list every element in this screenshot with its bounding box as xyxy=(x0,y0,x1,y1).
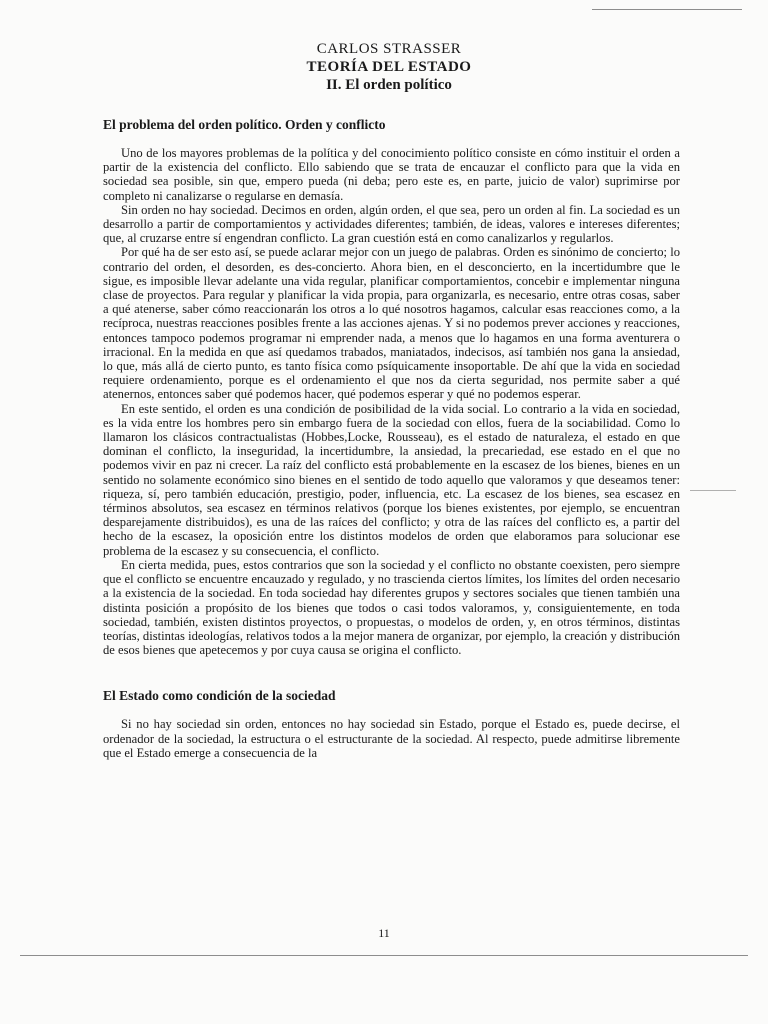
paragraph: Uno de los mayores problemas de la política y del conocimiento político consiste en cómo instituir el orden a partir de la existencia del conflicto. Ello sabiendo que se trata de encauzar el conflicto para que la vida en sociedad sea posible, sin que, empero pueda (ni deba; pero este es, en parte, juicio de valor) suprimirse por completo ni canalizarse o regularse en demasía. xyxy=(103,146,680,203)
page-header xyxy=(0,40,768,94)
section-heading: El problema del orden político. Orden y conflicto xyxy=(103,117,386,132)
scan-artifact-line xyxy=(20,955,748,956)
scan-artifact-line xyxy=(592,9,742,10)
page-number: 11 xyxy=(378,926,390,940)
paragraph: En cierta medida, pues, estos contrarios que son la sociedad y el conflicto no obstante coexisten, pero siempre que el conflicto se encuentre encauzado y regulado, y no trascienda ciertos límites, los límites del orden necesario a la existencia de la sociedad. En toda sociedad hay diferentes grupos y sectores sociales que tienen también una distinta posición a propósito de los bienes que todos o casi todos valoramos, y, consiguientemente, en toda sociedad, también, existen distintos proyectos, o propuestas, o modelos de orden, y, en otros términos, distintas teorías, distintas ideologías, relativos todos a la mejor manera de organizar, por ejemplo, la creación y distribución de esos bienes que apetecemos y por cuya causa se origina el conflicto. xyxy=(103,557,680,658)
section-heading: El Estado como condición de la sociedad xyxy=(103,688,336,704)
book-title: TEORÍA DEL ESTADO xyxy=(306,59,472,75)
author-name: CARLOS STRASSER xyxy=(316,41,462,57)
paragraph: Si no hay sociedad sin orden, entonces no hay sociedad sin Estado, porque el Estado es, puede decirse, el ordenador de la sociedad, la estructura o el estructurante de la sociedad. Al respecto, puede admitirse libremente que el Estado emerge a consecuencia de la xyxy=(103,717,680,760)
scan-artifact-dash xyxy=(690,490,736,491)
paragraph: Sin orden no hay sociedad. Decimos en orden, algún orden, el que sea, pero un orden al fin. La sociedad es un desarrollo a partir de comportamientos y actividades diferentes; también, de ideas, valores e intereses diferentes; que, al cruzarse entre sí engendran conflicto. La gran cuestión está en como canalizarlos y regularlos. xyxy=(103,202,680,246)
body-text xyxy=(103,116,680,760)
paragraph: En este sentido, el orden es una condición de posibilidad de la vida social. Lo contrario a la vida en sociedad, es la vida entre los hombres pero sin embargo fuera de la sociedad con ellos, fuera de la sociabilidad. Como lo llamaron los clásicos contractualistas (Hobbes,Locke, Rousseau), es el estado de naturaleza, el estado en que dominan el conflicto, la inseguridad, la incertidumbre, la ansiedad, la precariedad, ese estado en el que no podemos vivir en paz ni crecer. La raíz del conflicto está probablemente en la escasez de los bienes, bienes en un sentido no solamente económico sino bienes en el sentido de todo aquello que valoramos y que deseamos tener: riqueza, sí, pero también educación, prestigio, poder, influencia, etc. La escasez de los bienes, sea escasez en términos absolutos, sea escasez en términos relativos (porque los bienes existentes, por ejemplo, se encuentran desparejamente distribuidos), es una de las raíces del conflicto; y otra de las raíces del conflicto es, a partir del hecho de la escasez, la oposición entre los distintos modelos de orden que elaboramos para solucionar ese problema de la escasez y su consecuencia, el conflicto. xyxy=(103,401,680,558)
chapter-title: II. El orden político xyxy=(326,77,452,93)
paragraph: Por qué ha de ser esto así, se puede aclarar mejor con un juego de palabras. Orden es sinónimo de concierto; lo contrario del orden, el desorden, es des-concierto. Ahora bien, en el desconcierto, en la incertidumbre que le sigue, es imposible llevar adelante una vida regular, planificar comportamientos, concebir e implementar ninguna clase de proyectos. Para regular y planificar la vida propia, para organizarla, es necesario, entre otras cosas, saber a qué atenerse, saber cómo reaccionarán los otros a lo qué nosotros hagamos, calcular esas reacciones como, a la recíproca, nuestras reacciones posibles frente a las acciones ajenas. Y si no podemos prever acciones y reacciones, entonces tampoco podemos programar ni emprender nada, a menos que lo hagamos en una forma aventurera o irracional. En la medida en que así quedamos trabados, maniatados, indecisos, así también nos gana la ansiedad, lo que, más allá de cierto punto, es tanto física como psíquicamente insoportable. De ahí que la vida en sociedad requiere ordenamiento, porque es el ordenamiento el que nos da cierta seguridad, nos permite saber a qué atenernos, entonces saber qué podemos hacer, qué podemos esperar y qué no podemos esperar. xyxy=(103,245,680,402)
